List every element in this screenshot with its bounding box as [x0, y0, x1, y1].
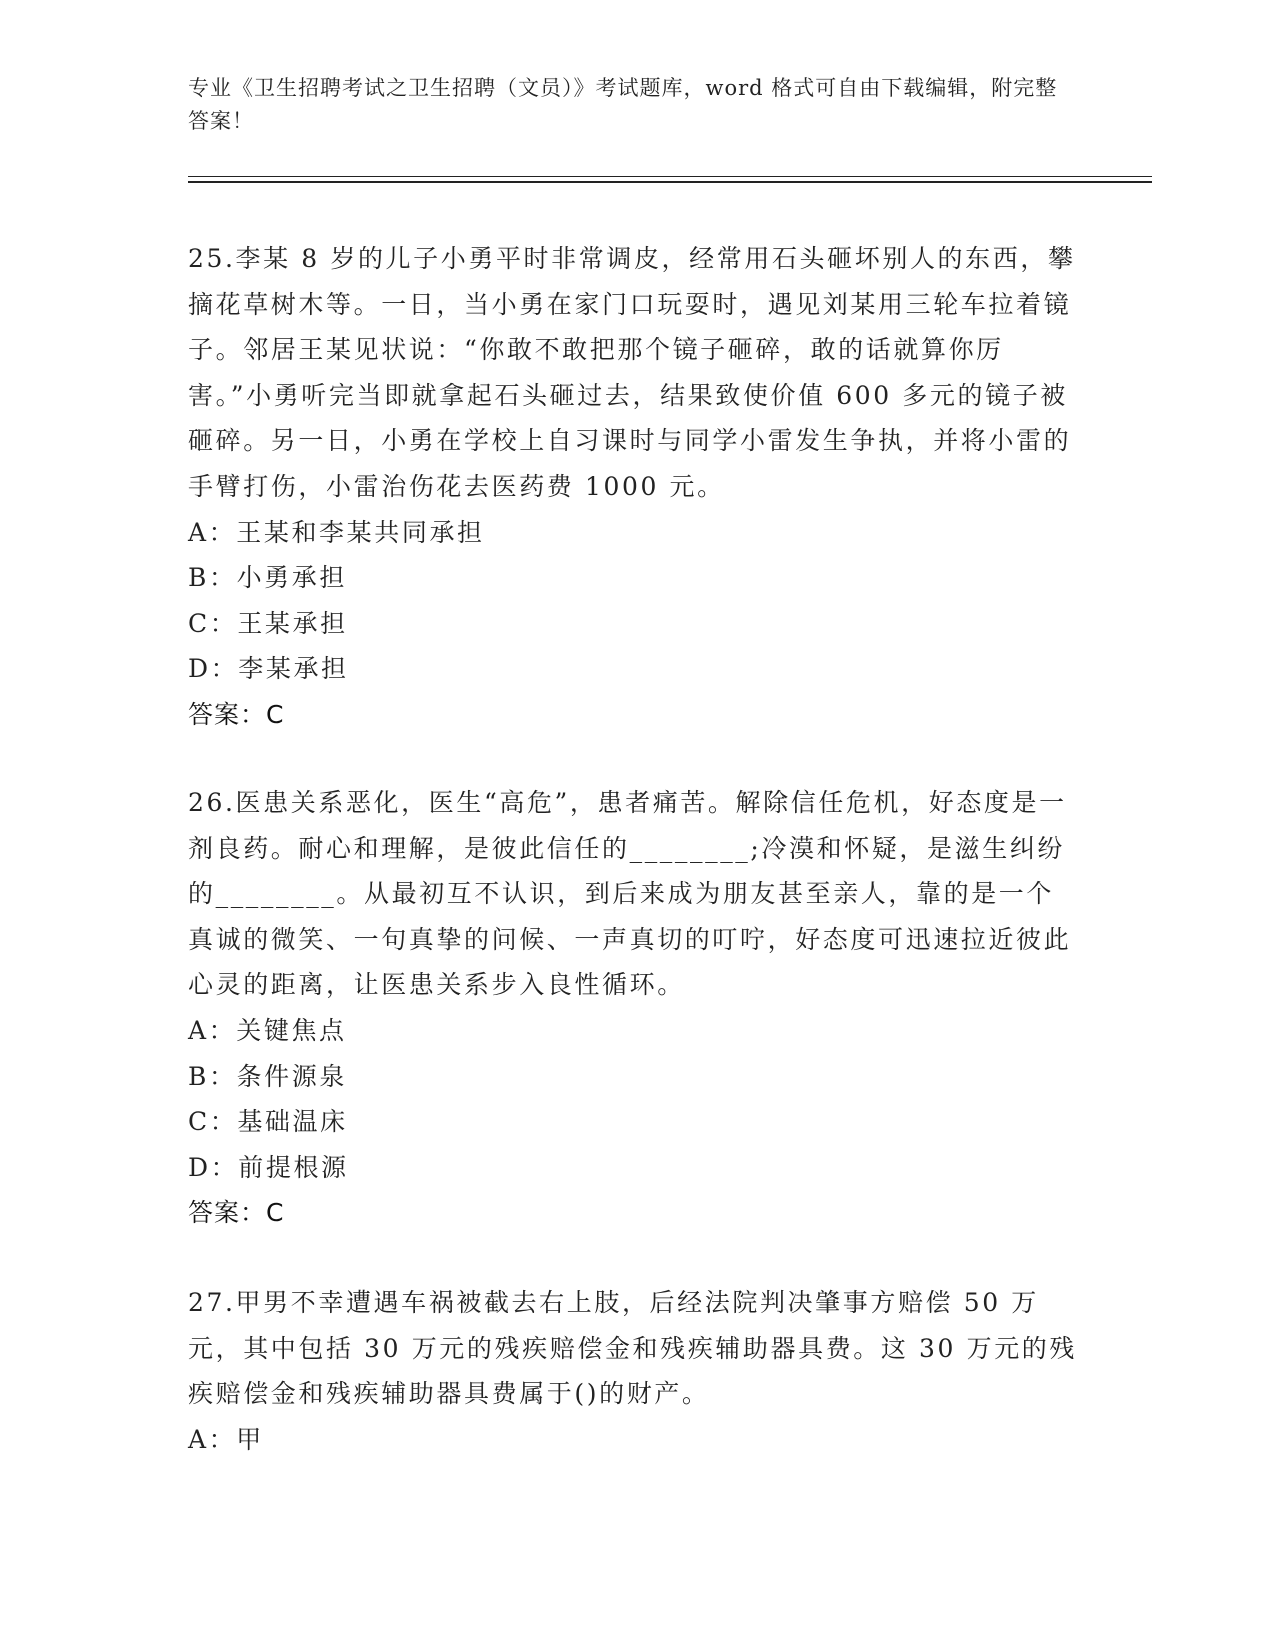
- header-divider-thick: [188, 181, 1152, 183]
- answer-line: 答案：C: [188, 1198, 285, 1228]
- option-d: D：前提根源: [188, 1152, 349, 1182]
- answer-line: 答案：C: [188, 699, 285, 729]
- option-a: A：关键焦点: [188, 1015, 347, 1045]
- option-b: B：小勇承担: [188, 563, 347, 593]
- question-stem: 27.甲男不幸遭遇车祸被截去右上肢，后经法院判决肇事方赔偿 50 万元，其中包括 30 万元的残疾赔偿金和残疾辅助器具费。这 30 万元的残疾赔偿金和残疾辅助器具费属于()的财产。: [188, 1288, 1078, 1409]
- header-divider-thin: [188, 176, 1152, 177]
- question-25: [188, 236, 1078, 738]
- option-a: A：甲: [188, 1424, 264, 1454]
- option-a: A：王某和李某共同承担: [188, 517, 485, 547]
- question-stem: 25.李某 8 岁的儿子小勇平时非常调皮，经常用石头砸坏别人的东西，攀摘花草树木等。一日，当小勇在家门口玩耍时，遇见刘某用三轮车拉着镜子。邻居王某见状说：“你敢不敢把那个镜子砸碎，敢的话就算你厉害。”小勇听完当即就拿起石头砸过去，结果致使价值 600 多元的镜子被砸碎。另一日，小勇在学校上自习课时与同学小雷发生争执，并将小雷的手臂打伤，小雷治伤花去医药费 1000 元。: [188, 244, 1076, 501]
- question-26: [188, 780, 1078, 1236]
- option-d: D：李某承担: [188, 654, 349, 684]
- question-27: [188, 1280, 1078, 1462]
- option-c: C：基础温床: [188, 1107, 348, 1137]
- document-header: 专业《卫生招聘考试之卫生招聘（文员）》考试题库，word 格式可自由下载编辑，附完整答案！: [188, 76, 1058, 133]
- question-stem: 26.医患关系恶化，医生“高危”，患者痛苦。解除信任危机，好态度是一剂良药。耐心和理解，是彼此信任的________;冷漠和怀疑，是滋生纠纷的________。从最初互不认识，到后来成为朋友甚至亲人，靠的是一个真诚的微笑、一句真挚的问候、一声真切的叮咛，好态度可迅速拉近彼此心灵的距离，让医患关系步入良性循环。: [188, 788, 1072, 1000]
- option-b: B：条件源泉: [188, 1061, 347, 1091]
- option-c: C：王某承担: [188, 608, 348, 638]
